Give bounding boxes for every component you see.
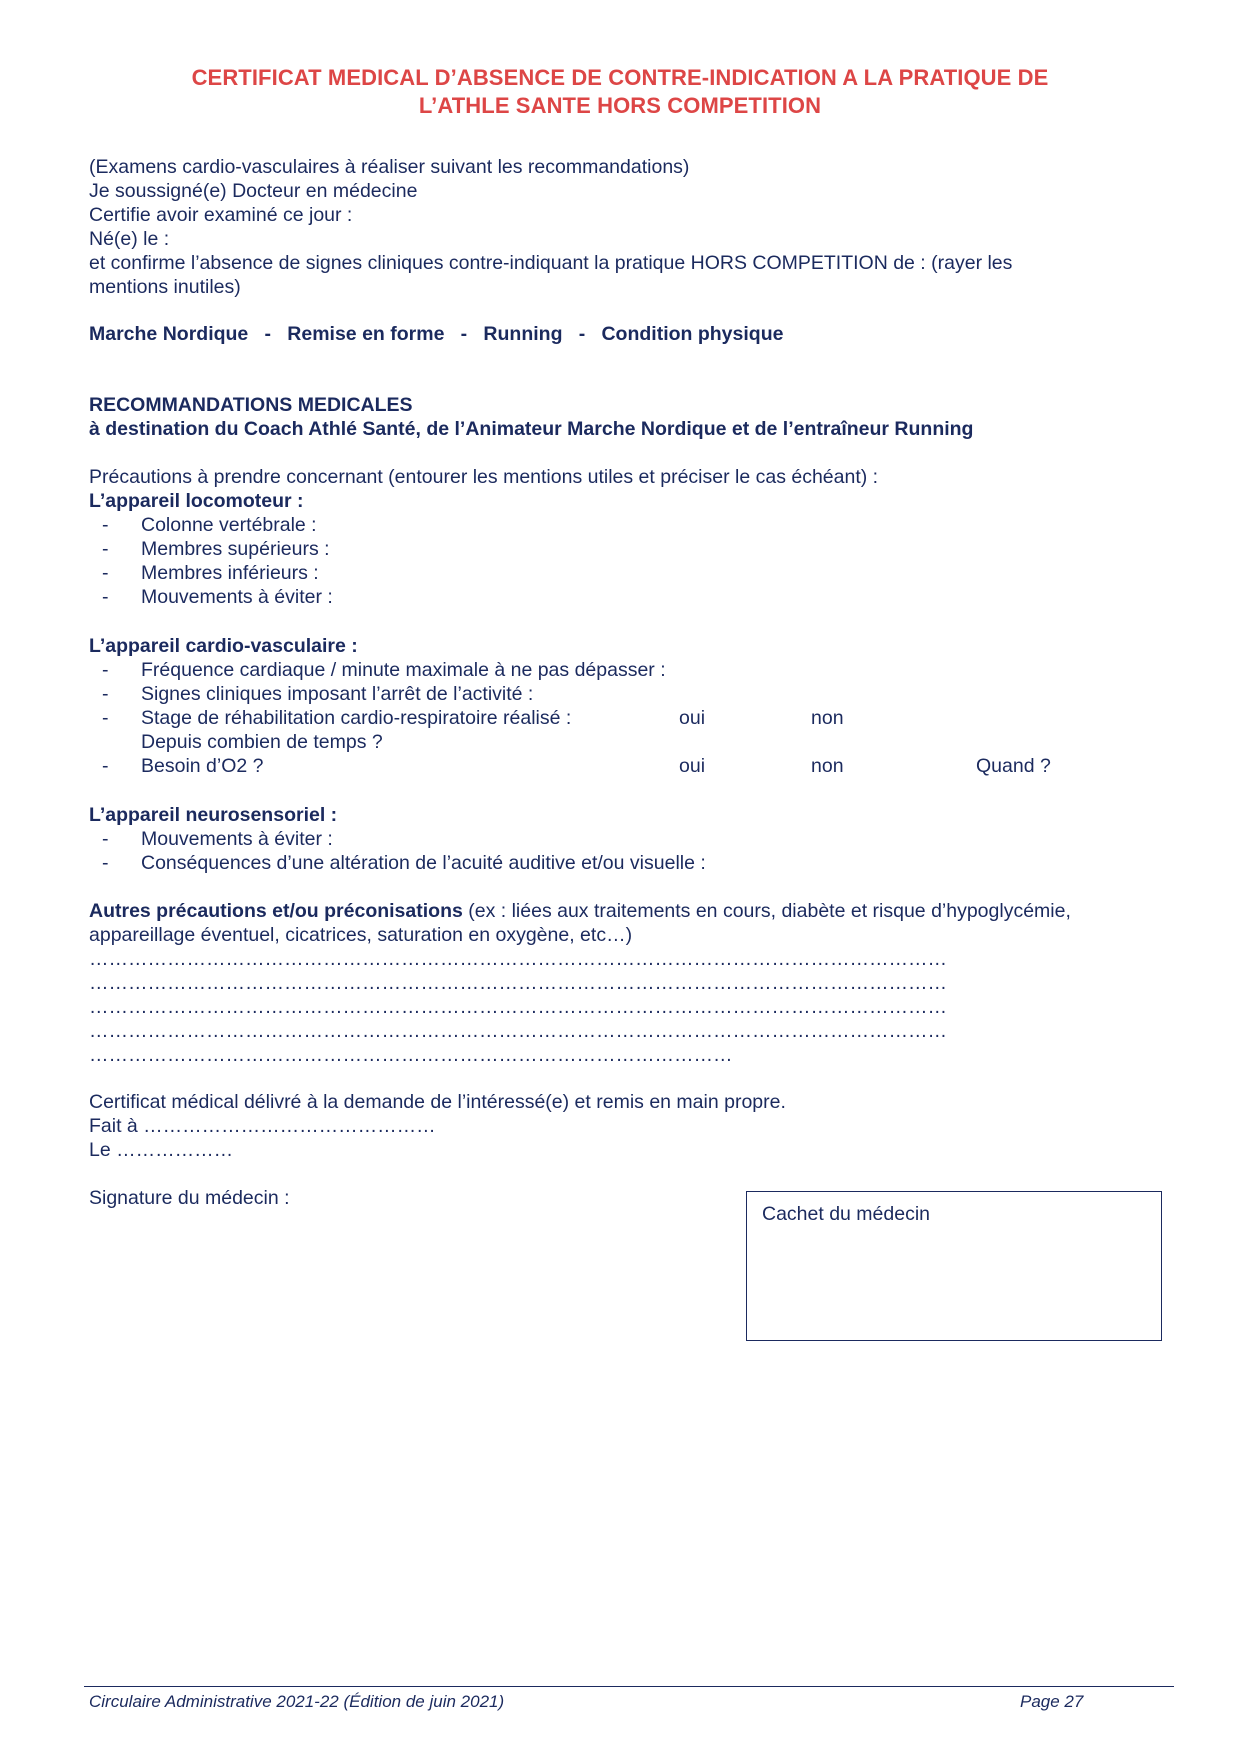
bullet-dash: - bbox=[102, 562, 109, 584]
cardio-heading: L’appareil cardio-vasculaire : bbox=[89, 635, 358, 657]
bullet-dash: - bbox=[102, 659, 109, 681]
cardio-item-1: Fréquence cardiaque / minute maximale à ne pas dépasser : bbox=[141, 659, 666, 681]
stamp-box bbox=[746, 1191, 1162, 1341]
intro-line-3: Certifie avoir examiné ce jour : bbox=[89, 204, 353, 226]
o2-non-option: non bbox=[811, 755, 844, 777]
bullet-dash: - bbox=[102, 852, 109, 874]
cardio-item-4: Besoin d’O2 ? bbox=[141, 755, 264, 777]
neuro-item-1: Mouvements à éviter : bbox=[141, 828, 333, 850]
bullet-dash: - bbox=[102, 683, 109, 705]
bullet-dash: - bbox=[102, 586, 109, 608]
precautions-intro: Précautions à prendre concernant (entourer les mentions utiles et préciser le cas échéant) : bbox=[89, 466, 879, 488]
bullet-dash: - bbox=[102, 538, 109, 560]
intro-line-6: mentions inutiles) bbox=[89, 276, 241, 298]
intro-line-5: et confirme l’absence de signes cliniques contre-indiquant la pratique HORS COMPETITION de : (rayer les bbox=[89, 252, 1013, 274]
neuro-heading: L’appareil neurosensoriel : bbox=[89, 804, 338, 826]
footer-divider bbox=[84, 1686, 1174, 1687]
bullet-dash: - bbox=[102, 707, 109, 729]
o2-quand-label: Quand ? bbox=[976, 755, 1051, 777]
recommendations-subheading: à destination du Coach Athlé Santé, de l’Animateur Marche Nordique et de l’entraîneur Running bbox=[89, 418, 974, 440]
title-line-2: L’ATHLE SANTE HORS COMPETITION bbox=[418, 93, 822, 118]
footer-circulaire: Circulaire Administrative 2021-22 (Édition de juin 2021) bbox=[89, 1692, 505, 1711]
locomoteur-heading: L’appareil locomoteur : bbox=[89, 490, 304, 512]
intro-line-1: (Examens cardio-vasculaires à réaliser suivant les recommandations) bbox=[89, 156, 690, 178]
footer-page-number: Page 27 bbox=[1020, 1692, 1084, 1711]
dotted-line-4: …………………………………………………………………………………………………………………… bbox=[89, 1020, 947, 1042]
neuro-item-2: Conséquences d’une altération de l’acuité auditive et/ou visuelle : bbox=[141, 852, 706, 874]
signature-label: Signature du médecin : bbox=[89, 1187, 290, 1209]
closing-statement: Certificat médical délivré à la demande de l’intéressé(e) et remis en main propre. bbox=[89, 1091, 786, 1113]
intro-line-4: Né(e) le : bbox=[89, 228, 170, 250]
stamp-label: Cachet du médecin bbox=[762, 1203, 931, 1225]
autres-line-1 bbox=[89, 899, 1071, 923]
locomoteur-item-3: Membres inférieurs : bbox=[141, 562, 319, 584]
dotted-line-1: …………………………………………………………………………………………………………………… bbox=[89, 948, 947, 970]
rehab-non-option: non bbox=[811, 707, 844, 729]
intro-line-2: Je soussigné(e) Docteur en médecine bbox=[89, 180, 418, 202]
bullet-dash: - bbox=[102, 755, 109, 777]
locomoteur-item-2: Membres supérieurs : bbox=[141, 538, 330, 560]
activities-list: Marche Nordique - Remise en forme - Running - Condition physique bbox=[89, 323, 784, 345]
rehab-oui-option: oui bbox=[679, 707, 706, 729]
autres-text-1: (ex : liées aux traitements en cours, diabète et risque d’hypoglycémie, bbox=[462, 900, 1071, 922]
autres-heading: Autres précautions et/ou préconisations bbox=[89, 900, 463, 922]
autres-text-2: appareillage éventuel, cicatrices, saturation en oxygène, etc…) bbox=[89, 924, 633, 946]
bullet-dash: - bbox=[102, 828, 109, 850]
recommendations-heading: RECOMMANDATIONS MEDICALES bbox=[89, 394, 413, 416]
dotted-line-5: ……………………………………………………………………………………… bbox=[89, 1044, 733, 1066]
cardio-item-3-sub: Depuis combien de temps ? bbox=[141, 731, 383, 753]
dotted-line-3: …………………………………………………………………………………………………………………… bbox=[89, 996, 947, 1018]
dotted-line-2: …………………………………………………………………………………………………………………… bbox=[89, 972, 947, 994]
date-line: Le ……………… bbox=[89, 1139, 234, 1161]
cardio-item-3: Stage de réhabilitation cardio-respiratoire réalisé : bbox=[141, 707, 572, 729]
cardio-item-2: Signes cliniques imposant l’arrêt de l’activité : bbox=[141, 683, 534, 705]
o2-oui-option: oui bbox=[679, 755, 706, 777]
bullet-dash: - bbox=[102, 514, 109, 536]
fait-a-line: Fait à ……………………………………… bbox=[89, 1115, 436, 1137]
document-title bbox=[100, 64, 1140, 120]
locomoteur-item-1: Colonne vertébrale : bbox=[141, 514, 317, 536]
locomoteur-item-4: Mouvements à éviter : bbox=[141, 586, 333, 608]
title-line-1: CERTIFICAT MEDICAL D’ABSENCE DE CONTRE-INDICATION A LA PRATIQUE DE bbox=[191, 65, 1049, 90]
